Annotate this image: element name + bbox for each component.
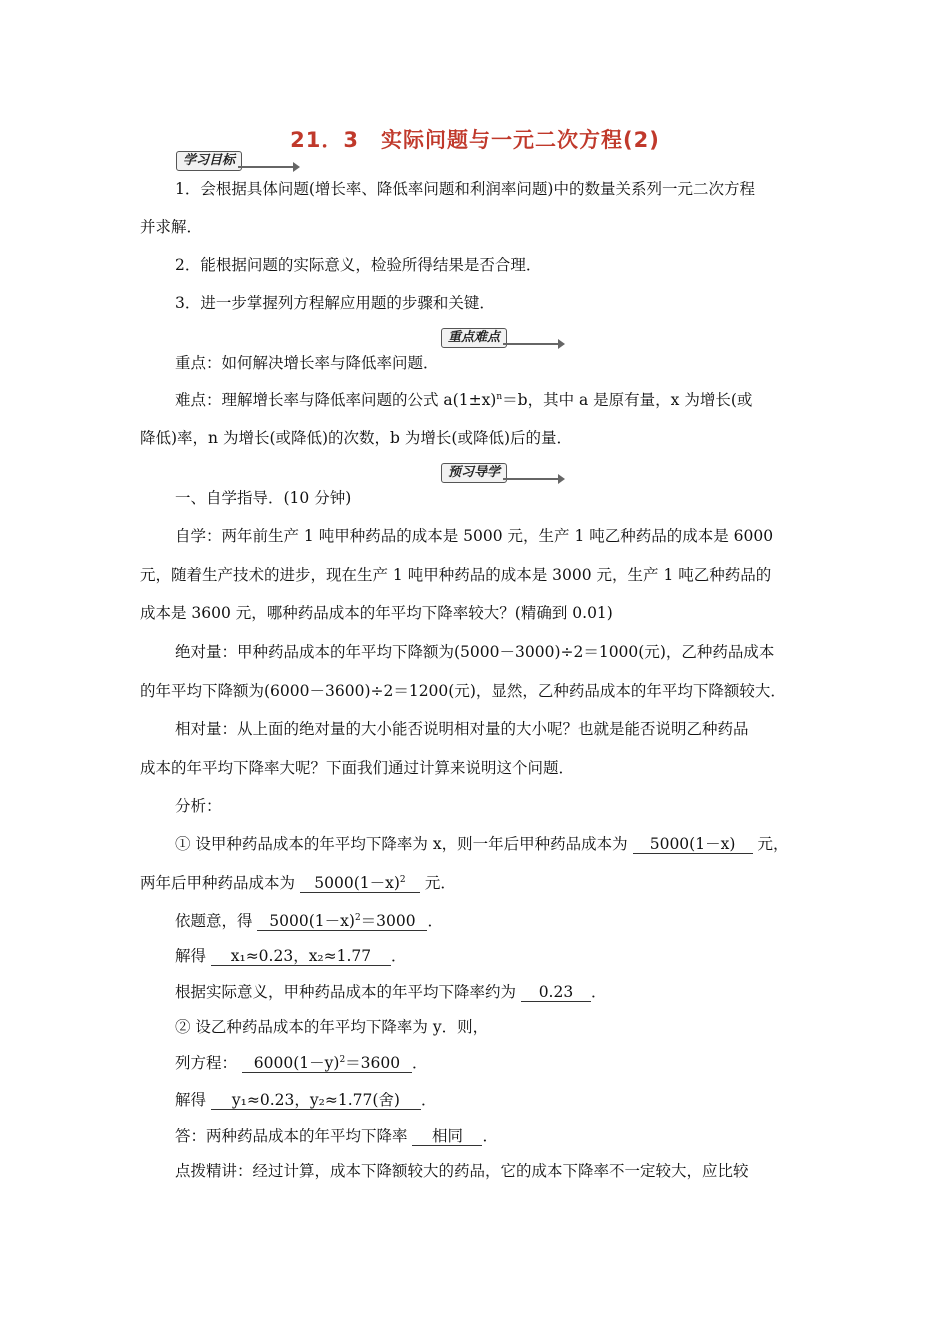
step-8 (175, 1089, 855, 1111)
key-point-difficulty-a (175, 389, 855, 411)
step-4-text: 解得 (175, 947, 207, 965)
answer-blank: x₁≈0.23，x₂≈1.77 (211, 947, 391, 966)
answer-blank (242, 1054, 412, 1073)
relative-1: 相对量：从上面的绝对量的大小能否说明相对量的大小呢？也就是能否说明乙种药品 (175, 720, 749, 738)
answer-blank (257, 912, 427, 931)
objectives-badge-label: 学习目标 (176, 151, 242, 171)
step-8-suffix: ． (420, 1091, 437, 1109)
step-2-suffix: 元． (424, 874, 456, 892)
objective-1b: 并求解． (140, 218, 203, 236)
step-2 (140, 872, 820, 894)
key-points-badge (441, 327, 563, 349)
step-8-text: 解得 (175, 1091, 207, 1109)
difficulty-text-post: ＝b，其中 a 是原有量，x 为增长(或 (502, 391, 753, 409)
answer-exponent: 2 (339, 1054, 346, 1065)
answer-text: 6000(1－y) (253, 1054, 340, 1072)
preview-badge (441, 462, 563, 484)
step-6: ② 设乙种药品成本的年平均下降率为 y．则， (175, 1018, 489, 1036)
step-7 (175, 1052, 855, 1074)
preview-badge-label: 预习导学 (441, 463, 507, 483)
objective-1a: 1．会根据具体问题(增长率、降低率问题和利润率问题)中的数量关系列一元二次方程 (175, 180, 755, 198)
analysis-label: 分析： (175, 797, 222, 815)
answer-blank: 0.23 (521, 983, 591, 1002)
answer-blank: 5000(1－x) (633, 835, 753, 854)
key-point-difficulty-b: 降低)率，n 为增长(或降低)的次数，b 为增长(或降低)后的量． (140, 429, 572, 447)
step-5 (175, 981, 855, 1003)
answer-blank: y₁≈0.23，y₂≈1.77(舍) (211, 1091, 421, 1110)
step-5-suffix: ． (590, 983, 607, 1001)
absolute-1: 绝对量：甲种药品成本的年平均下降额为(5000－3000)÷2＝1000(元)，乙种药品成本 (175, 643, 775, 661)
objective-3: 3．进一步掌握列方程解应用题的步骤和关键． (175, 294, 495, 312)
difficulty-exponent: n (496, 391, 503, 402)
tip-text: 点拨精讲：经过计算，成本下降额较大的药品，它的成本下降率不一定较大，应比较 (175, 1162, 749, 1180)
key-points-badge-label: 重点难点 (441, 328, 507, 348)
answer-text: 5000(1－x) (314, 874, 400, 892)
step-2-text: 两年后甲种药品成本为 (140, 874, 296, 892)
step-3-suffix: ． (427, 912, 443, 930)
step-4 (175, 945, 855, 967)
absolute-2: 的年平均下降额为(6000－3600)÷2＝1200(元)，显然，乙种药品成本的年平均下降额较大． (140, 682, 786, 700)
answer-text: ＝3000 (360, 912, 416, 930)
step-3-text: 依题意，得 (175, 912, 253, 930)
self-study-1: 自学：两年前生产 1 吨甲种药品的成本是 5000 元，生产 1 吨乙种药品的成本是 6000 (175, 527, 774, 545)
step-5-text: 根据实际意义，甲种药品成本的年平均下降率约为 (175, 983, 517, 1001)
answer-blank (300, 874, 420, 893)
step-1 (175, 833, 855, 855)
difficulty-text-pre: 难点：理解增长率与降低率问题的公式 a(1±x) (175, 391, 497, 409)
step-1-text: ① 设甲种药品成本的年平均下降率为 x，则一年后甲种药品成本为 (175, 835, 628, 853)
section-heading: 一、自学指导．(10 分钟) (175, 489, 352, 507)
key-point-focus: 重点：如何解决增长率与降低率问题． (175, 354, 439, 372)
step-4-suffix: ． (390, 947, 407, 965)
answer-exponent: 2 (354, 912, 361, 923)
step-3 (175, 910, 855, 932)
answer-exponent: 2 (399, 874, 406, 885)
answer-text: 5000(1－x) (269, 912, 355, 930)
relative-2: 成本的年平均下降率大呢？下面我们通过计算来说明这个问题． (140, 759, 575, 777)
self-study-3: 成本是 3600 元，哪种药品成本的年平均下降率较大？(精确到 0.01) (140, 604, 613, 622)
arrow-icon (238, 166, 298, 168)
step-1-suffix: 元， (757, 835, 789, 853)
answer-text: ＝3600 (345, 1054, 401, 1072)
arrow-icon (503, 478, 563, 480)
step-9 (175, 1125, 855, 1147)
objectives-badge (176, 150, 298, 172)
self-study-2: 元，随着生产技术的进步，现在生产 1 吨甲种药品的成本是 3000 元，生产 1 吨乙种药品的 (140, 566, 772, 584)
objective-2: 2．能根据问题的实际意义，检验所得结果是否合理． (175, 256, 542, 274)
answer-blank: 相同 (412, 1127, 482, 1146)
step-9-text: 答：两种药品成本的年平均下降率 (175, 1127, 408, 1145)
step-9-suffix: ． (482, 1127, 498, 1145)
step-7-text: 列方程： (175, 1054, 238, 1072)
page-title: 21．3 实际问题与一元二次方程(2) (290, 128, 660, 152)
step-7-suffix: ． (411, 1054, 428, 1072)
arrow-icon (503, 343, 563, 345)
